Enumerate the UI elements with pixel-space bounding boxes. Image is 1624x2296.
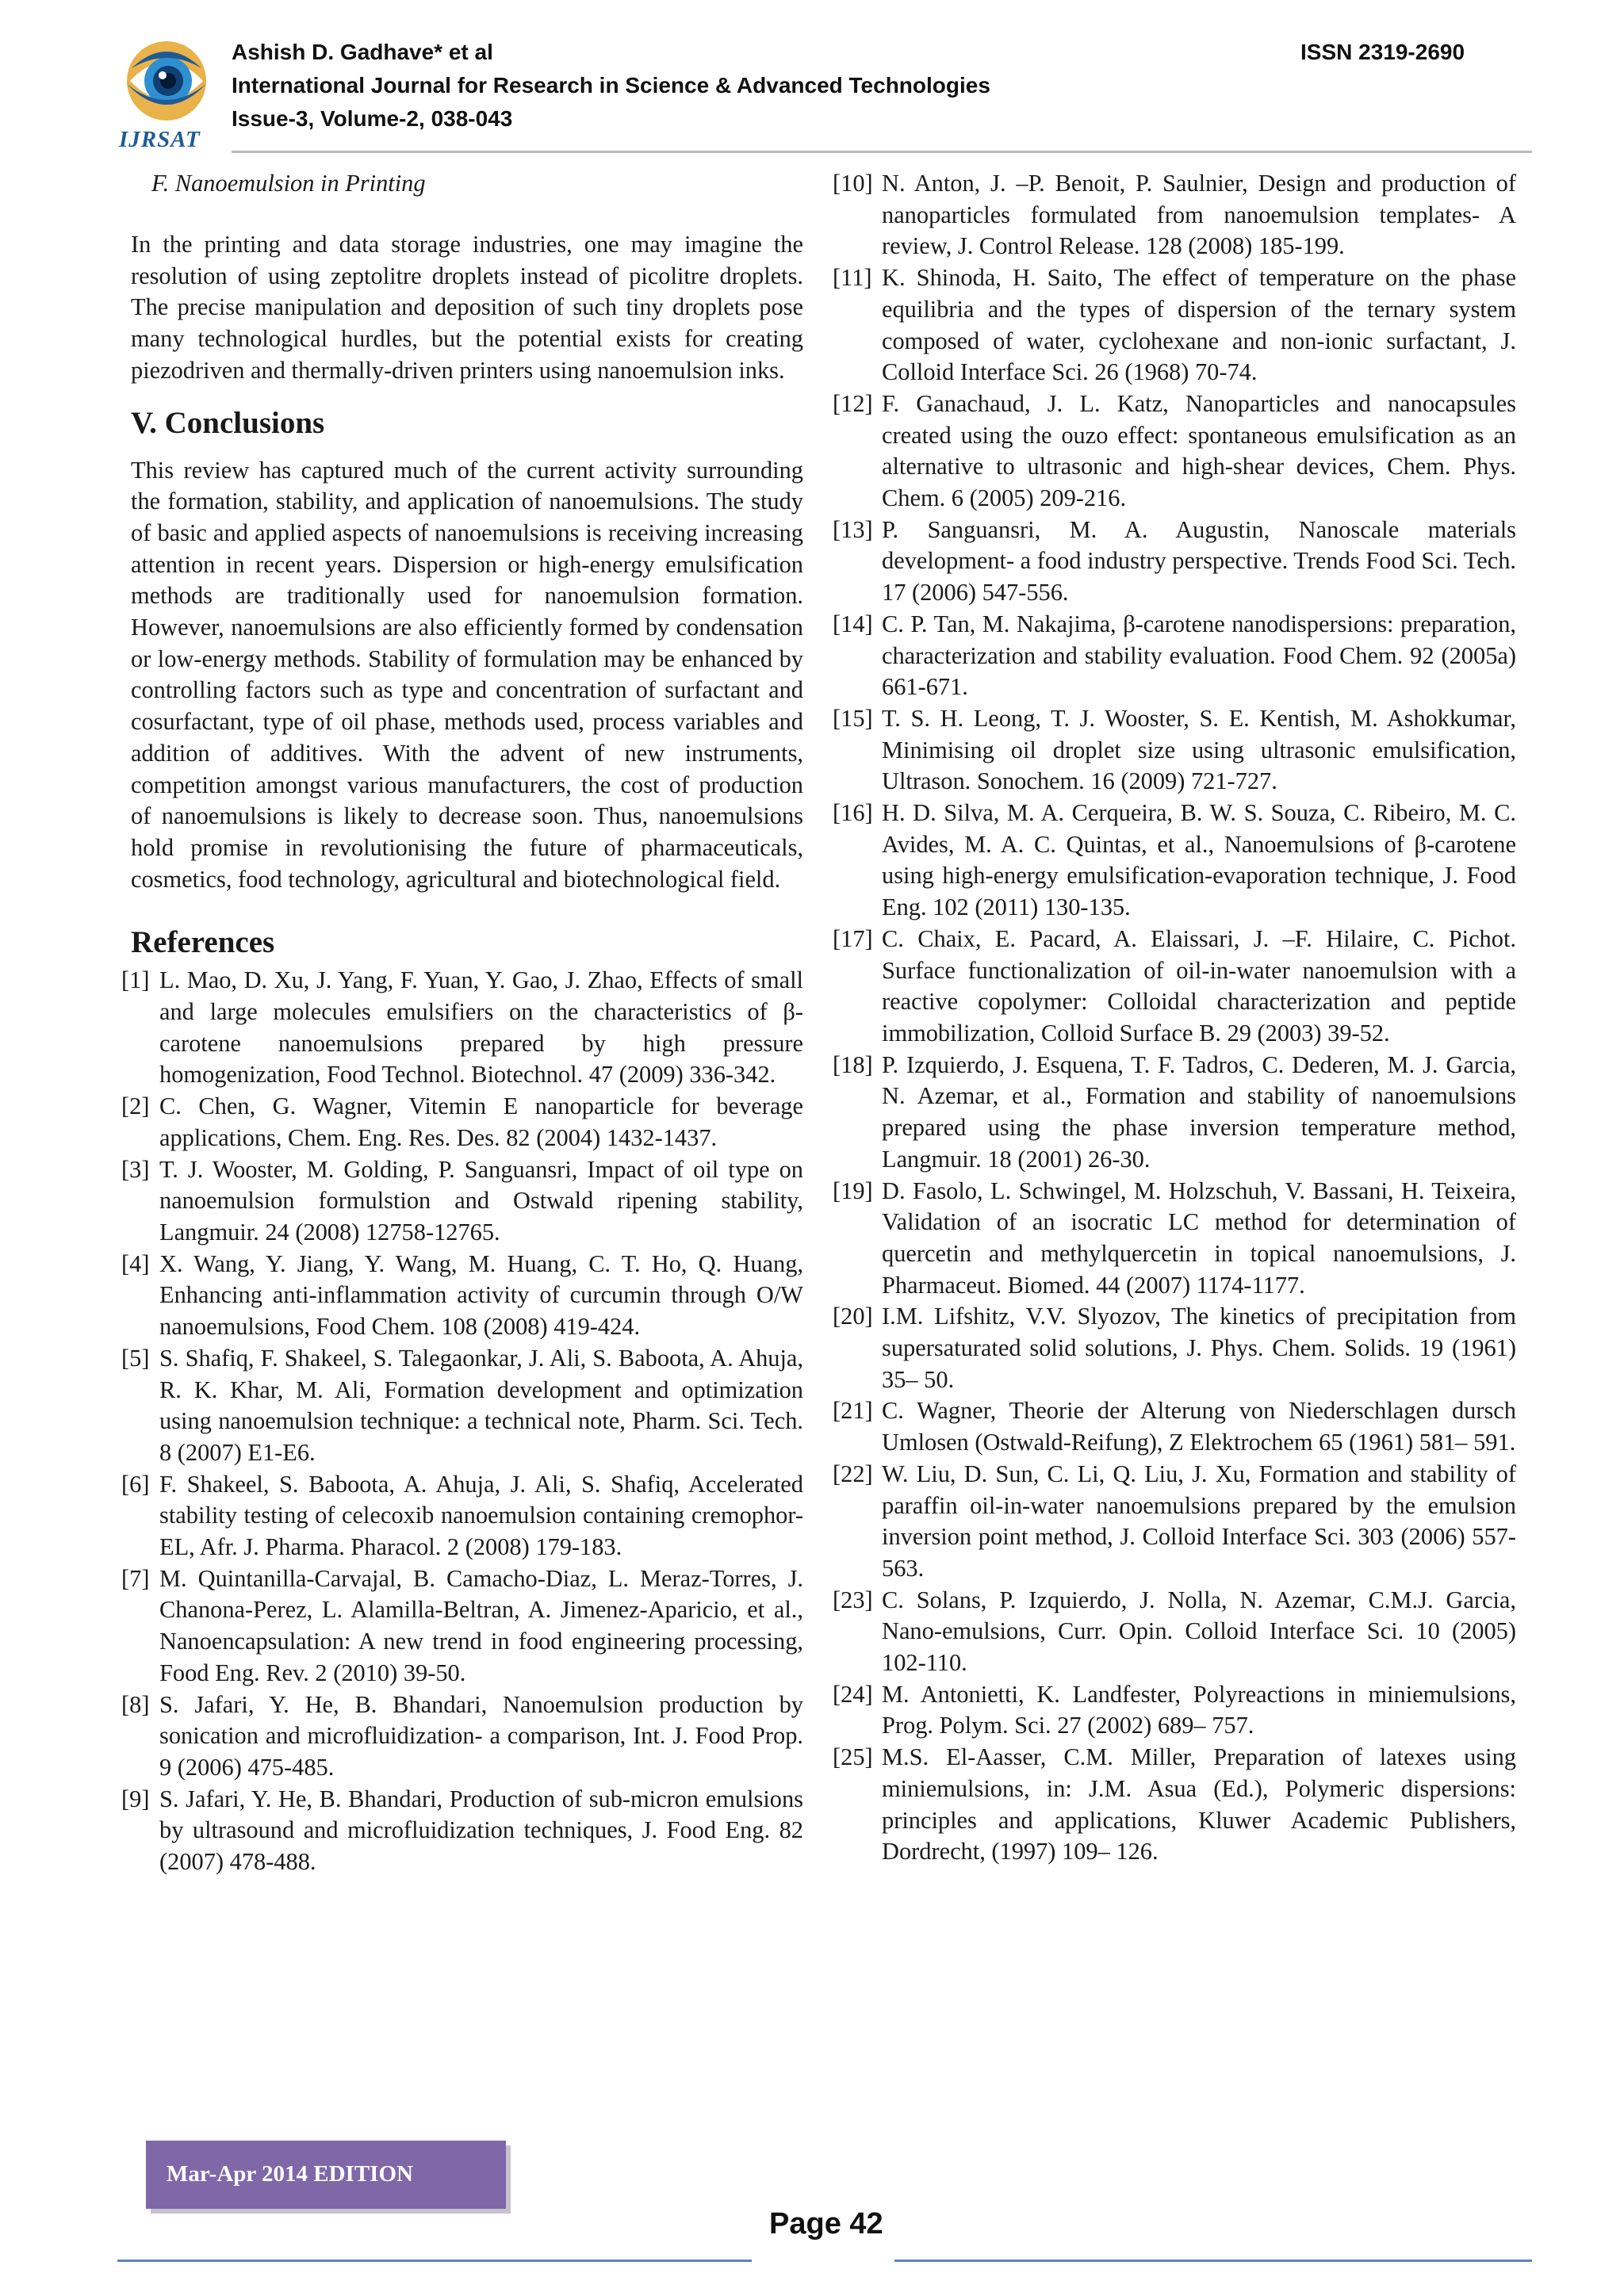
reference-number: [14] <box>833 610 873 637</box>
reference-item <box>833 924 1516 1050</box>
conclusions-heading: V. Conclusions <box>131 405 325 440</box>
reference-item <box>833 609 1516 703</box>
reference-text: M. Antonietti, K. Landfester, Polyreactions in miniemulsions, Prog. Polym. Sci. 27 (2002) 689– 757. <box>882 1680 1516 1739</box>
reference-text: T. J. Wooster, M. Golding, P. Sanguansri, Impact of oil type on nanoemulsion formulstion and Ostwald ripening stability, Langmuir. 24 (2008) 12758-12765. <box>159 1155 803 1246</box>
reference-text: W. Liu, D. Sun, C. Li, Q. Liu, J. Xu, Formation and stability of paraffin oil-in-water nanoemulsions prepared by the emulsion inversion point method, J. Colloid Interface Sci. 303 (2006) 557-563. <box>882 1460 1516 1582</box>
reference-text: N. Anton, J. –P. Benoit, P. Saulnier, Design and production of nanoparticles formulated from nanoemulsion templates- A review, J. Control Release. 128 (2008) 185-199. <box>882 170 1516 260</box>
reference-number: [2] <box>121 1093 150 1120</box>
reference-number: [15] <box>833 704 873 732</box>
reference-item <box>121 1784 803 1878</box>
reference-item <box>121 1091 803 1154</box>
reference-item <box>833 1176 1516 1302</box>
reference-text: X. Wang, Y. Jiang, Y. Wang, M. Huang, C. T. Ho, Q. Huang, Enhancing anti-inflammation activity of curcumin through O/W nanoemulsions, Food Chem. 108 (2008) 419-424. <box>159 1249 803 1341</box>
reference-text: S. Shafiq, F. Shakeel, S. Talegaonkar, J. Ali, S. Baboota, A. Ahuja, R. K. Khar, M. Ali, Formation development and optimization using nanoemulsion technique: a technical note, Pharm. Sci. Tech. 8 (2007) E1-E6. <box>159 1344 803 1466</box>
reference-number: [21] <box>833 1397 873 1425</box>
reference-number: [7] <box>121 1564 150 1592</box>
reference-text: C. Chen, G. Wagner, Vitemin E nanoparticle for beverage applications, Chem. Eng. Res. Des. 82 (2004) 1432-1437. <box>159 1093 803 1151</box>
reference-item <box>121 1469 803 1563</box>
reference-text: L. Mao, D. Xu, J. Yang, F. Yuan, Y. Gao, J. Zhao, Effects of small and large molecules emulsifiers on the characteristics of β-carotene nanoemulsions prepared by high pressure homogenization, Food Technol. Biotechnol. 47 (2009) 336-342. <box>159 966 803 1089</box>
reference-item <box>121 1154 803 1249</box>
page-number: Page 42 <box>769 2207 883 2241</box>
right-column <box>833 168 1516 1868</box>
reference-number: [24] <box>833 1680 873 1708</box>
reference-text: I.M. Lifshitz, V.V. Slyozov, The kinetics of precipitation from supersaturated solid solutions, J. Phys. Chem. Solids. 19 (1961) 35– 50. <box>882 1303 1516 1393</box>
journal-logo <box>117 40 216 159</box>
subsection-paragraph: In the printing and data storage industries, one may imagine the resolution of using zeptolitre droplets instead of picolitre droplets. The precise manipulation and deposition of such tiny droplets pose many technological hurdles, but the potential exists for creating piezodriven and thermally-driven printers using nanoemulsion inks. <box>131 231 803 384</box>
reference-text: H. D. Silva, M. A. Cerqueira, B. W. S. Souza, C. Ribeiro, M. C. Avides, M. A. C. Quintas, et al., Nanoemulsions of β-carotene using high-energy emulsification-evaporation technique, J. Food Eng. 102 (2011) 130-135. <box>882 799 1516 921</box>
reference-number: [17] <box>833 924 873 952</box>
footer-divider-right <box>894 2260 1532 2262</box>
reference-text: C. P. Tan, M. Nakajima, β-carotene nanodispersions: preparation, characterization and stability evaluation. Food Chem. 92 (2005a) 661-671. <box>882 610 1516 701</box>
reference-item <box>833 1679 1516 1742</box>
reference-item <box>833 1585 1516 1679</box>
conclusions-paragraph: This review has captured much of the current activity surrounding the formation, stability, and application of nanoemulsions. The study of basic and applied aspects of nanoemulsions is receiving increasing attention in recent years. Dispersion or high-energy emulsification methods are traditionally used for nanoemulsion formation. However, nanoemulsions are also efficiently formed by condensation or low-energy methods. Stability of formulation may be enhanced by controlling factors such as type and concentration of surfactant and cosurfactant, type of oil phase, methods used, process variables and addition of additives. With the advent of new instruments, competition amongst various manufacturers, the cost of production of nanoemulsions is likely to decrease soon. Thus, nanoemulsions hold promise in revolutionising the future of pharmaceuticals, cosmetics, food technology, agricultural and biotechnological field. <box>131 456 803 893</box>
reference-number: [25] <box>833 1743 873 1771</box>
reference-number: [18] <box>833 1050 873 1078</box>
reference-number: [8] <box>121 1690 150 1718</box>
reference-text: C. Chaix, E. Pacard, A. Elaissari, J. –F. Hilaire, C. Pichot. Surface functionalization of oil-in-water nanoemulsion with a reactive copolymer: Colloidal characterization and peptide immobilization, Colloid Surface B. 29 (2003) 39-52. <box>882 924 1516 1047</box>
reference-number: [5] <box>121 1344 150 1372</box>
reference-item <box>121 1689 803 1784</box>
footer-divider-left <box>117 2260 752 2262</box>
subsection-title: F. Nanoemulsion in Printing <box>151 170 426 197</box>
reference-item <box>833 798 1516 924</box>
reference-item <box>833 1301 1516 1395</box>
reference-number: [20] <box>833 1303 873 1330</box>
reference-number: [11] <box>833 264 872 292</box>
reference-number: [3] <box>121 1155 150 1183</box>
reference-item <box>833 515 1516 609</box>
reference-number: [4] <box>121 1249 150 1277</box>
reference-text: S. Jafari, Y. He, B. Bhandari, Production of sub-micron emulsions by ultrasound and microfluidization techniques, J. Food Eng. 82 (2007) 478-488. <box>159 1785 803 1876</box>
reference-number: [23] <box>833 1586 873 1613</box>
references-heading: References <box>131 925 275 960</box>
reference-item <box>833 703 1516 798</box>
reference-number: [6] <box>121 1470 150 1498</box>
reference-item <box>833 168 1516 262</box>
edition-label: Mar-Apr 2014 EDITION <box>167 2161 413 2187</box>
reference-number: [10] <box>833 170 873 197</box>
header-authors: Ashish D. Gadhave* et al <box>232 40 493 64</box>
reference-item <box>121 965 803 1091</box>
reference-text: M. Quintanilla-Carvajal, B. Camacho-Diaz, L. Meraz-Torres, J. Chanona-Perez, L. Alamilla-Beltran, A. Jimenez-Aparicio, et al., Nanoencapsulation: A new trend in food engineering processing, Food Eng. Rev. 2 (2010) 39-50. <box>159 1564 803 1686</box>
reference-text: K. Shinoda, H. Saito, The effect of temperature on the phase equilibria and the types of dispersion of the ternary system composed of water, cyclohexane and non-ionic surfactant, J. Colloid Interface Sci. 26 (1968) 70-74. <box>882 264 1516 386</box>
reference-number: [12] <box>833 389 873 417</box>
header-issn: ISSN 2319-2690 <box>1300 40 1465 64</box>
reference-text: F. Ganachaud, J. L. Katz, Nanoparticles and nanocapsules created using the ouzo effect: spontaneous emulsification as an alternative to ultrasonic and high-shear devices, Chem. Phys. Chem. 6 (2005) 209-216. <box>882 389 1516 512</box>
reference-item <box>833 1395 1516 1458</box>
reference-text: C. Solans, P. Izquierdo, J. Nolla, N. Azemar, C.M.J. Garcia, Nano-emulsions, Curr. Opin. Colloid Interface Sci. 10 (2005) 102-110. <box>882 1586 1516 1677</box>
reference-item <box>121 1343 803 1469</box>
reference-number: [1] <box>121 966 150 994</box>
header-journal: International Journal for Research in Science & Advanced Technologies <box>232 73 990 98</box>
reference-number: [16] <box>833 799 873 827</box>
reference-number: [9] <box>121 1785 150 1812</box>
header-divider <box>232 151 1532 153</box>
reference-text: D. Fasolo, L. Schwingel, M. Holzschuh, V. Bassani, H. Teixeira, Validation of an isocratic LC method for determination of quercetin and methylquercetin in topical nanoemulsions, J. Pharmaceut. Biomed. 44 (2007) 1174-1177. <box>882 1177 1516 1299</box>
reference-text: M.S. El-Aasser, C.M. Miller, Preparation of latexes using miniemulsions, in: J.M. Asua (Ed.), Polymeric dispersions: principles and applications, Kluwer Academic Publishers, Dordrecht, (1997) 109– 126. <box>882 1743 1516 1866</box>
logo-text: IJRSAT <box>119 127 201 152</box>
reference-item <box>833 262 1516 388</box>
reference-text: S. Jafari, Y. He, B. Bhandari, Nanoemulsion production by sonication and microfluidization- a comparison, Int. J. Food Prop. 9 (2006) 475-485. <box>159 1690 803 1781</box>
reference-text: P. Sanguansri, M. A. Augustin, Nanoscale materials development- a food industry perspective. Trends Food Sci. Tech. 17 (2006) 547-556. <box>882 515 1517 607</box>
reference-number: [13] <box>833 515 873 543</box>
reference-item <box>121 1249 803 1343</box>
left-column <box>121 168 803 1878</box>
reference-item <box>833 1459 1516 1585</box>
reference-item <box>121 1563 803 1689</box>
reference-item <box>833 1742 1516 1868</box>
reference-text: F. Shakeel, S. Baboota, A. Ahuja, J. Ali, S. Shafiq, Accelerated stability testing of celecoxib nanoemulsion containing cremophor-EL, Afr. J. Pharma. Pharacol. 2 (2008) 179-183. <box>159 1470 803 1561</box>
header-issue: Issue-3, Volume-2, 038-043 <box>232 106 513 131</box>
eye-icon <box>125 40 208 122</box>
reference-item <box>833 388 1516 515</box>
reference-item <box>833 1050 1516 1176</box>
edition-badge <box>146 2141 506 2209</box>
reference-text: P. Izquierdo, J. Esquena, T. F. Tadros, C. Dederen, M. J. Garcia, N. Azemar, et al., Formation and stability of nanoemulsions prepared using the phase inversion temperature method, Langmuir. 18 (2001) 26-30. <box>882 1050 1516 1173</box>
reference-text: C. Wagner, Theorie der Alterung von Niederschlagen dursch Umlosen (Ostwald-Reifung), Z Elektrochem 65 (1961) 581– 591. <box>882 1397 1516 1456</box>
reference-text: T. S. H. Leong, T. J. Wooster, S. E. Kentish, M. Ashokkumar, Minimising oil droplet size using ultrasonic emulsification, Ultrason. Sonochem. 16 (2009) 721-727. <box>882 704 1516 795</box>
reference-number: [22] <box>833 1460 873 1487</box>
reference-number: [19] <box>833 1177 873 1204</box>
